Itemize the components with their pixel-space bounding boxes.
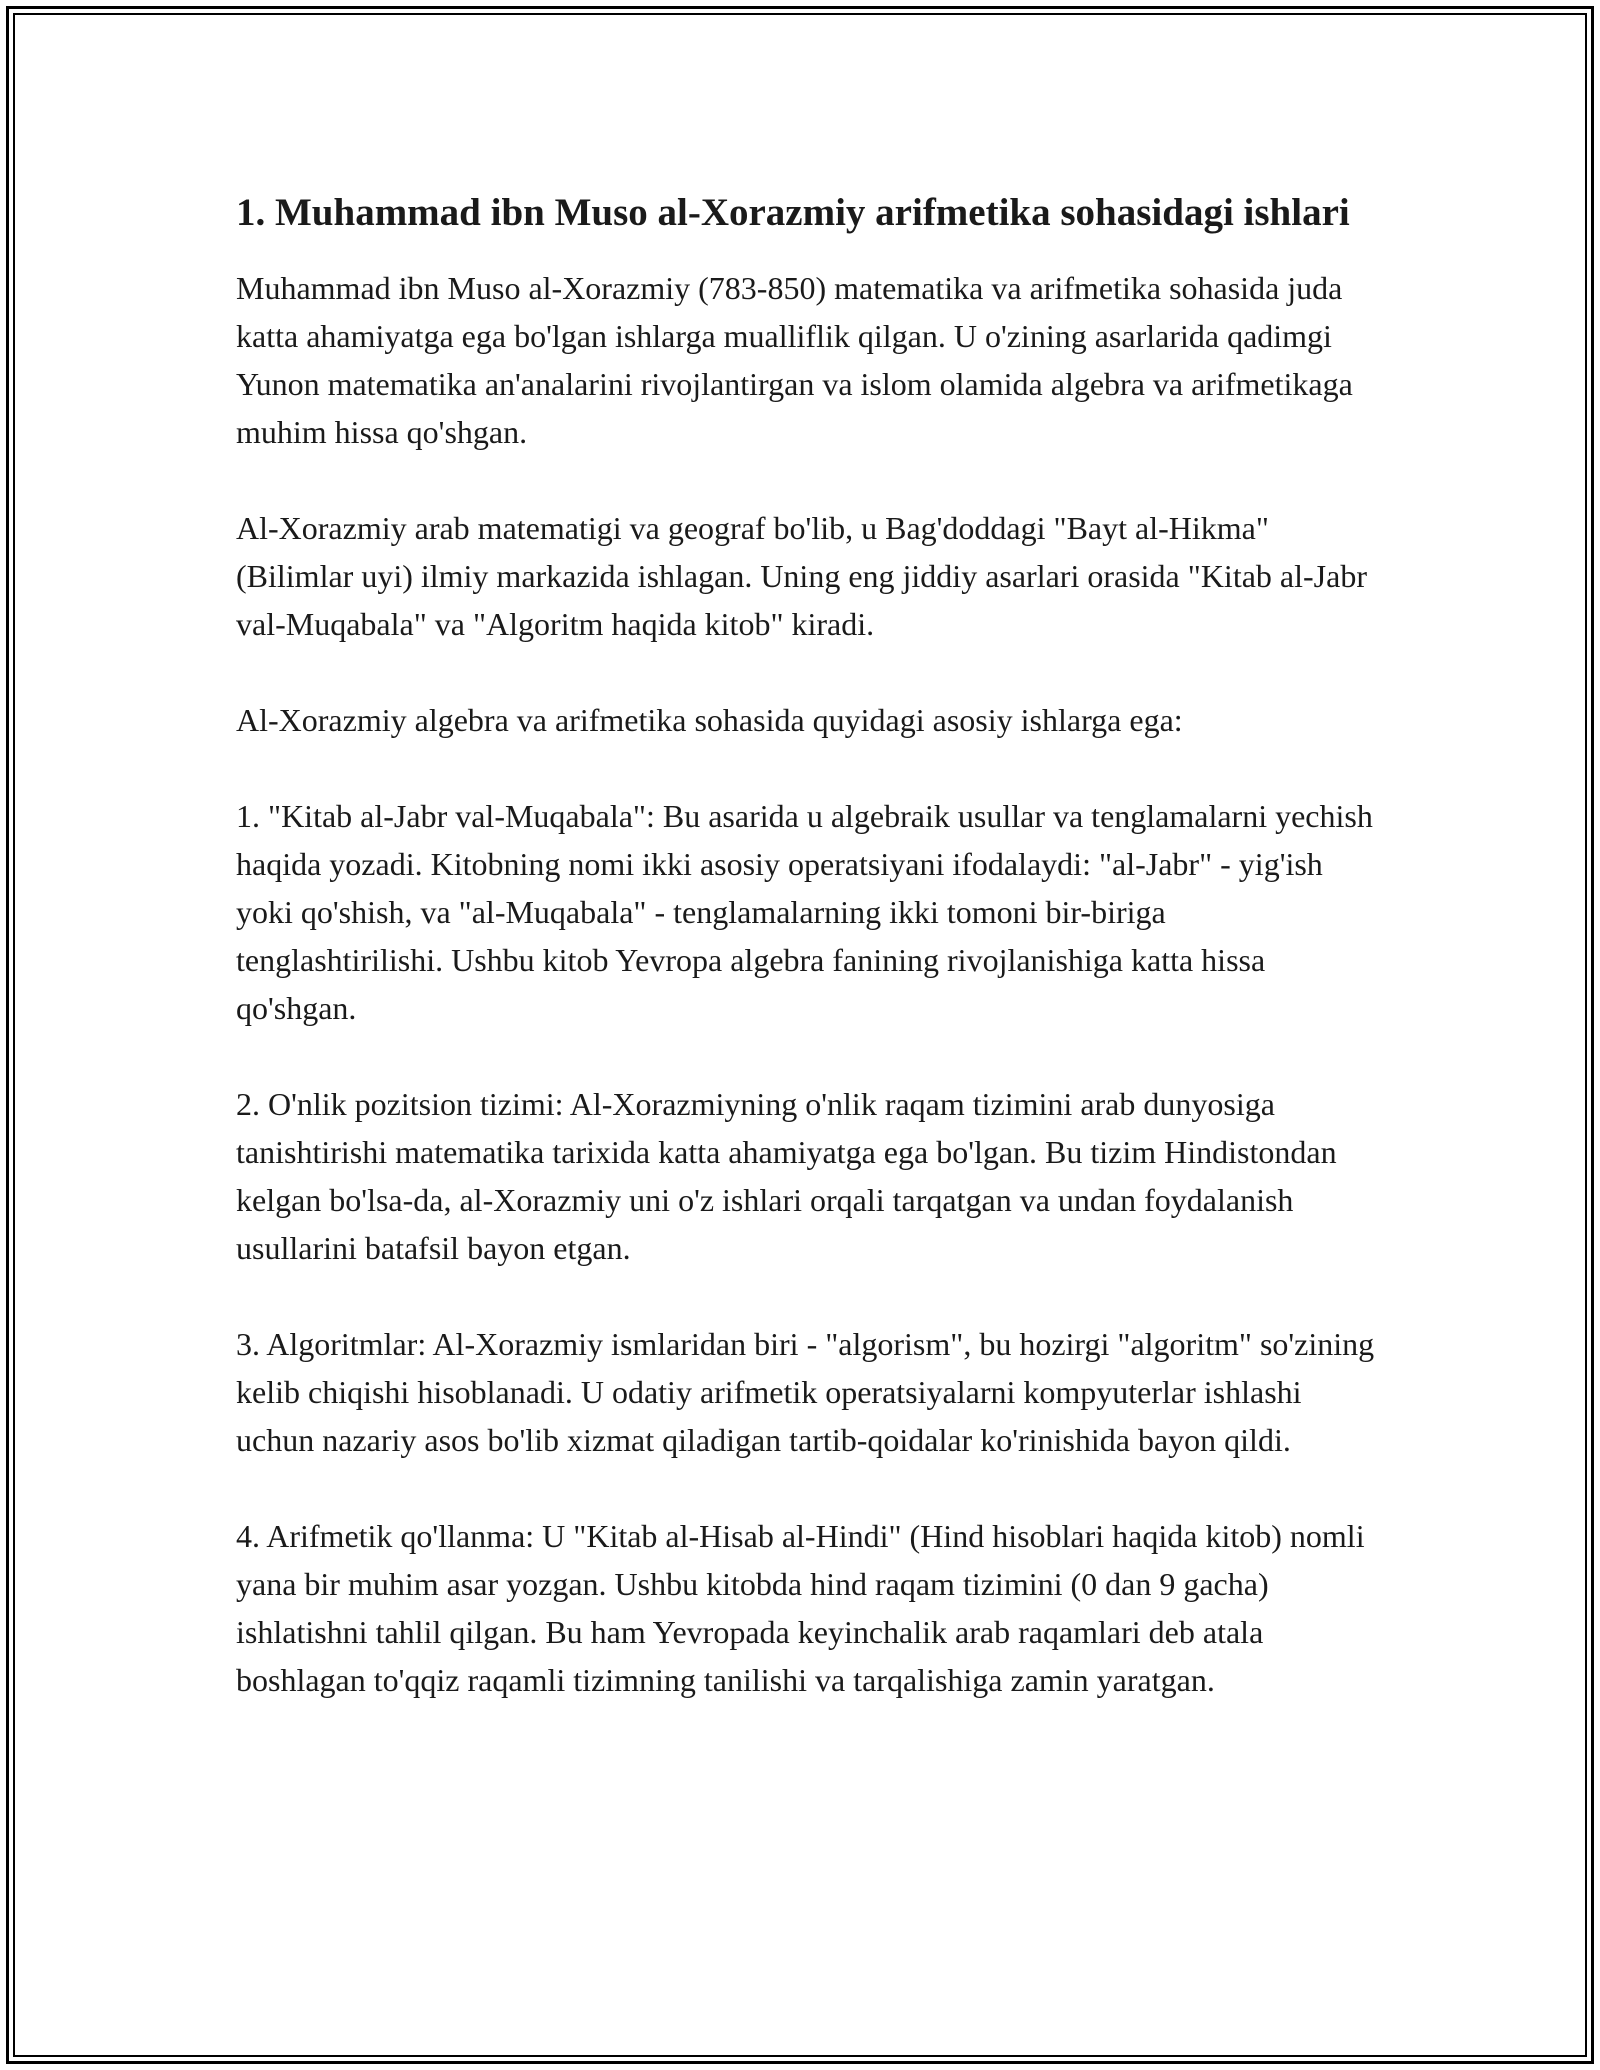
paragraph-item-3: 3. Algoritmlar: Al-Xorazmiy ismlaridan biri - "algorism", bu hozirgi "algoritm" so'zining kelib chiqishi hisoblanadi. U odatiy arifmetik operatsiyalarni kompyuterlar ishlashi uchun nazariy asos bo'lib xizmat qiladigan tartib-qoidalar ko'rinishida bayon qildi. [236,1326,1375,1458]
paragraph-biography: Al-Xorazmiy arab matematigi va geograf bo'lib, u Bag'doddagi "Bayt al-Hikma" (Bilimlar uyi) ilmiy markazida ishlagan. Uning eng jiddiy asarlari orasida "Kitab al-Jabr val-Muqabala" va "Algoritm haqida kitob" kiradi. [236,510,1367,642]
paragraph-item-4: 4. Arifmetik qo'llanma: U "Kitab al-Hisab al-Hindi" (Hind hisoblari haqida kitob) nomli yana bir muhim asar yozgan. Ushbu kitobda hind raqam tizimini (0 dan 9 gacha) ishlatishni tahlil qilgan. Bu ham Yevropada keyinchalik arab raqamlari deb atala boshlagan to'qqiz raqamli tizimning tanilishi va tarqalishiga zamin yaratgan. [236,1518,1365,1698]
paragraph-list-intro: Al-Xorazmiy algebra va arifmetika sohasida quyidagi asosiy ishlarga ega: [236,702,1183,738]
document-title: 1. Muhammad ibn Muso al-Xorazmiy arifmetika sohasidagi ishlari [236,191,1350,234]
paragraph-item-2: 2. O'nlik pozitsion tizimi: Al-Xorazmiyning o'nlik raqam tizimini arab dunyosiga tanishtirishi matematika tarixida katta ahamiyatga ega bo'lgan. Bu tizim Hindistondan kelgan bo'lsa-da, al-Xorazmiy uni o'z ishlari orqali tarqatgan va undan foydalanish usullarini batafsil bayon etgan. [236,1086,1337,1266]
paragraph-item-1: 1. "Kitab al-Jabr val-Muqabala": Bu asarida u algebraik usullar va tenglamalarni yechish haqida yozadi. Kitobning nomi ikki asosiy operatsiyani ifodalaydi: "al-Jabr" - yig'ish yoki qo'shish, va "al-Muqabala" - tenglamalarning ikki tomoni bir-biriga tenglashtirilishi. Ushbu kitob Yevropa algebra fanining rivojlanishiga katta hissa qo'shgan. [236,798,1373,1026]
paragraph-intro: Muhammad ibn Muso al-Xorazmiy (783-850) matematika va arifmetika sohasida juda katta ahamiyatga ega bo'lgan ishlarga mualliflik qilgan. U o'zining asarlarida qadimgi Yunon matematika an'analarini rivojlantirgan va islom olamida algebra va arifmetikaga muhim hissa qo'shgan. [236,270,1353,450]
document-content [236,186,1376,1752]
